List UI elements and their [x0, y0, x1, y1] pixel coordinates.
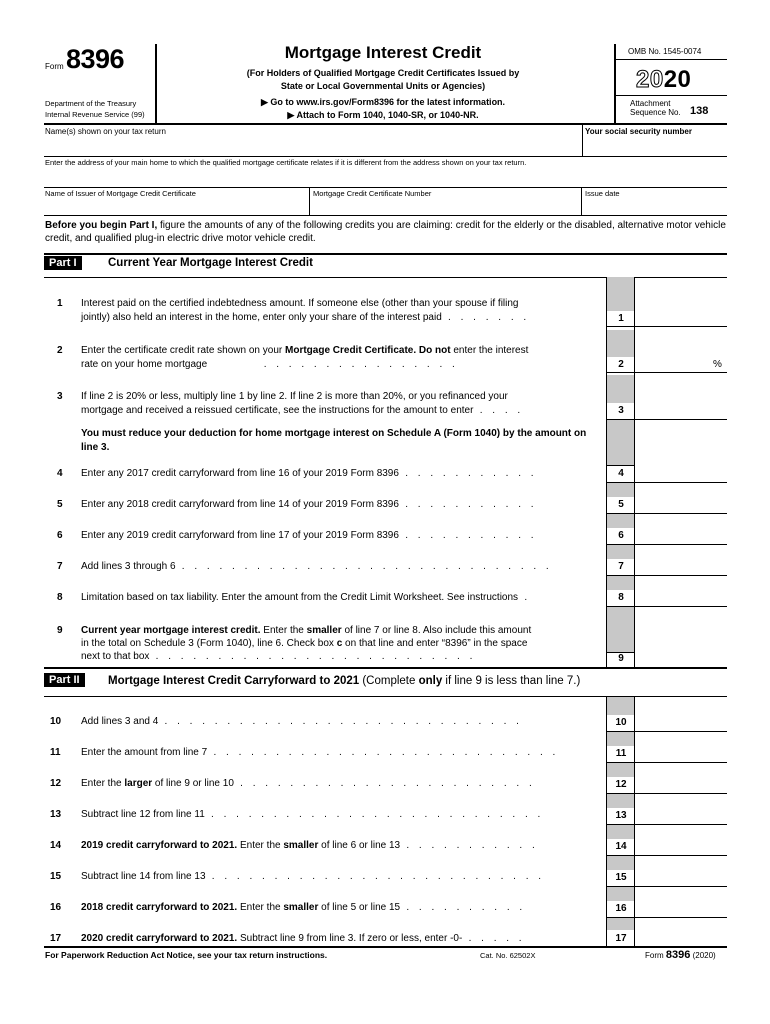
line6-text-main: Enter any 2019 credit carryforward from line 17 of your 2019 Form 8396 [81, 530, 399, 541]
line2-rate-field[interactable] [636, 357, 711, 372]
line8-text: Limitation based on tax liability. Enter the amount from the Credit Limit Worksheet. See instructions . [81, 592, 531, 603]
line5-number: 5 [57, 499, 63, 510]
line2-text-b: Mortgage Credit Certificate. [285, 345, 417, 356]
line15-box-label: 15 [615, 872, 627, 883]
part1-tag: Part I [44, 256, 82, 270]
line9-text-3: next to that box [81, 651, 150, 662]
line13-box-label: 13 [615, 810, 627, 821]
line13-text-main: Subtract line 12 from line 11 [81, 809, 205, 820]
line16-number: 16 [50, 902, 62, 913]
line2-percent-sign: % [713, 359, 722, 370]
line4-text-main: Enter any 2017 credit carryforward from line 16 of your 2019 Form 8396 [81, 468, 399, 479]
line17-bold: 2020 credit carryforward to 2021. [81, 933, 238, 944]
line11-amount-field[interactable] [636, 746, 726, 761]
footer-form-number: 8396 [665, 949, 691, 961]
line17-text: 2020 credit carryforward to 2021. Subtract line 9 from line 3. If zero or less, enter -0- . . . . . [81, 933, 526, 944]
line3-number: 3 [57, 391, 63, 402]
line16-amount-field[interactable] [636, 901, 726, 916]
catalog-number: Cat. No. 62502X [480, 951, 536, 960]
line2-text-2: rate on your home mortgage [81, 359, 208, 370]
department-line1: Department of the Treasury [45, 99, 137, 108]
line2-text-e: enter the interest [450, 345, 529, 356]
line10-text-main: Add lines 3 and 4 [81, 716, 159, 727]
line9-number: 9 [57, 625, 63, 636]
line15-number: 15 [50, 871, 62, 882]
tax-year-outline: 20 [636, 66, 664, 93]
part2-title [108, 675, 580, 687]
address-field[interactable] [45, 168, 725, 185]
department-line2: Internal Revenue Service (99) [45, 110, 145, 119]
part2-tag: Part II [44, 673, 85, 687]
form-title: Mortgage Interest Credit [284, 43, 482, 62]
line7-amount-field[interactable] [636, 559, 726, 574]
line11-number: 11 [50, 747, 61, 758]
part2-title-bold: Mortgage Interest Credit Carryforward to 2021 [108, 675, 360, 687]
issue-date-label: Issue date [585, 189, 620, 198]
line4-box-label: 4 [618, 468, 624, 479]
line6-amount-field[interactable] [636, 528, 726, 543]
line12-text-pre: Enter the [81, 778, 125, 789]
line2-number: 2 [57, 345, 63, 356]
line10-number: 10 [50, 716, 62, 727]
line12-number: 12 [50, 778, 62, 789]
form-subtitle-line2: State or Local Governmental Units or Agencies) [280, 81, 486, 91]
line7-box-label: 7 [618, 561, 624, 572]
line8-number: 8 [57, 592, 63, 603]
omb-number: OMB No. 1545-0074 [628, 47, 702, 56]
line1-amount-field[interactable] [636, 311, 726, 326]
line14-text-bold2: smaller [283, 840, 319, 851]
line13-text: Subtract line 12 from line 11 . . . . . . . . . . . . . . . . . . . . . . . . . . . [81, 809, 544, 820]
form-label: Form [45, 62, 64, 71]
line5-amount-field[interactable] [636, 497, 726, 512]
line15-text-main: Subtract line 14 from line 13 [81, 871, 206, 882]
names-label: Name(s) shown on your tax return [45, 127, 166, 136]
line9-bold: Current year mortgage interest credit. [81, 625, 261, 636]
line12-box-label: 12 [615, 779, 627, 790]
line2-box-label: 2 [618, 359, 624, 370]
goto-website-line: ▶ Go to www.irs.gov/Form8396 for the latest information. [260, 97, 506, 107]
line9-amount-field[interactable] [636, 651, 726, 666]
before-part1-bold: Before you begin Part I, [45, 220, 158, 231]
line10-box-label: 10 [615, 717, 627, 728]
line3-text: If line 2 is 20% or less, multiply line 1 by line 2. If line 2 is more than 20%, or you refinanced your mortgage and received a reissued certificate, see the instructions for the amount to enter . . . . [81, 390, 601, 418]
line5-text: Enter any 2018 credit carryforward from line 14 of your 2019 Form 8396 . . . . . . . . . . . [81, 499, 538, 510]
certificate-number-label: Mortgage Credit Certificate Number [313, 189, 432, 198]
issuer-field[interactable] [45, 199, 307, 213]
line1-number: 1 [57, 298, 63, 309]
line4-amount-field[interactable] [636, 466, 726, 481]
footer-form-word: Form [645, 951, 666, 960]
line9-text-2b: c [336, 638, 343, 649]
line16-text-pre: Enter the [237, 902, 284, 913]
footer-year: (2020) [690, 951, 716, 960]
attachment-label: Attachment [630, 99, 671, 108]
line12-text-post: of line 9 or line 10 [152, 778, 234, 789]
line7-text: Add lines 3 through 6 . . . . . . . . . . . . . . . . . . . . . . . . . . . . . . [81, 561, 553, 572]
line12-text-bold: larger [124, 778, 153, 789]
line11-text-main: Enter the amount from line 7 [81, 747, 208, 758]
line8-box-label: 8 [618, 592, 624, 603]
line11-text: Enter the amount from line 7 . . . . . . . . . . . . . . . . . . . . . . . . . . . . [81, 747, 559, 758]
line12-text: Enter the larger of line 9 or line 10 . . . . . . . . . . . . . . . . . . . . . . . . [81, 778, 536, 789]
line9-text: Current year mortgage interest credit. Enter the smaller of line 7 or line 8. Also include this amount in the total on Schedule 3 (Form 1040), line 6. Check box c on that line and enter “8396” in the space next to that box . . . . . . . . . . . . . . . . . . . . . . . . . . [81, 625, 532, 662]
address-label: Enter the address of your main home to which the qualified mortgage certificate relates if it is different from the address shown on your tax return. [45, 158, 527, 167]
line4-text: Enter any 2017 credit carryforward from line 16 of your 2019 Form 8396 . . . . . . . . . . . [81, 468, 538, 479]
line8-amount-field[interactable] [636, 590, 726, 605]
line16-text-bold2: smaller [283, 902, 319, 913]
line5-box-label: 5 [618, 499, 624, 510]
line14-box-label: 14 [615, 841, 627, 852]
line16-bold: 2018 credit carryforward to 2021. [81, 902, 238, 913]
line3-text-1: If line 2 is 20% or less, multiply line 1 by line 2. If line 2 is more than 20%, or you refinanced your [81, 391, 508, 402]
line1-text-1: Interest paid on the certified indebtedness amount. If someone else (other than your spouse if filing [81, 298, 519, 309]
line3-box-label: 3 [618, 405, 624, 416]
line15-amount-field[interactable] [636, 870, 726, 885]
line7-number: 7 [57, 561, 63, 572]
sequence-number: 138 [690, 105, 709, 117]
line14-text: 2019 credit carryforward to 2021. Enter the smaller of line 6 or line 13 . . . . . . . . . . . [81, 840, 539, 851]
line10-amount-field[interactable] [636, 715, 726, 730]
line9-text-a: Enter the [260, 625, 307, 636]
ssn-field[interactable] [585, 137, 725, 154]
footer-form-id [645, 949, 716, 961]
line2-text-d: Do not [418, 345, 451, 356]
line17-box-label: 17 [615, 933, 627, 944]
issuer-label: Name of Issuer of Mortgage Credit Certificate [45, 189, 196, 198]
part2-title-pre: (Complete [359, 675, 419, 687]
line9-text-c: of line 7 or line 8. Also include this amount [341, 625, 532, 636]
line17-number: 17 [50, 933, 62, 944]
line9-box-label: 9 [618, 653, 624, 664]
tax-year-bold: 20 [663, 66, 692, 93]
form-number: 8396 [66, 44, 125, 74]
line2-text-a: Enter the certificate credit rate shown on your [81, 345, 285, 356]
line14-text-post: of line 6 or line 13 [318, 840, 401, 851]
line1-text-2: jointly) also held an interest in the home, enter only your share of the interest paid [81, 312, 442, 323]
line1-text: Interest paid on the certified indebtedness amount. If someone else (other than your spouse if filing jointly) also held an interest in the home, enter only your share of the interest paid . . . . . . . [81, 297, 601, 325]
line15-text: Subtract line 14 from line 13 . . . . . . . . . . . . . . . . . . . . . . . . . . . [81, 871, 545, 882]
issue-date-field[interactable] [585, 199, 725, 213]
line16-box-label: 16 [615, 903, 627, 914]
line8-text-main: Limitation based on tax liability. Enter the amount from the Credit Limit Worksheet. See instructions [81, 592, 519, 603]
line4-number: 4 [57, 468, 63, 479]
line17-amount-field[interactable] [636, 931, 726, 945]
form-subtitle-line1: (For Holders of Qualified Mortgage Credit Certificates Issued by [246, 68, 520, 78]
line13-number: 13 [50, 809, 62, 820]
line3-note: You must reduce your deduction for home mortgage interest on Schedule A (Form 1040) by the amount on line 3. [81, 428, 587, 453]
certificate-number-field[interactable] [313, 199, 579, 213]
line9-text-2c: on that line and enter “8396” in the space [342, 638, 528, 649]
line10-text: Add lines 3 and 4 . . . . . . . . . . . . . . . . . . . . . . . . . . . . . [81, 716, 523, 727]
line12-amount-field[interactable] [636, 777, 726, 792]
part2-title-only: only [418, 675, 443, 687]
line11-box-label: 11 [615, 748, 627, 759]
part1-title: Current Year Mortgage Interest Credit [108, 257, 313, 269]
line3-text-2: mortgage and received a reissued certificate, see the instructions for the amount to enter [81, 405, 474, 416]
line1-box-label: 1 [618, 313, 624, 324]
attach-instruction: ▶ Attach to Form 1040, 1040-SR, or 1040-NR. [287, 110, 479, 120]
line6-box-label: 6 [618, 530, 624, 541]
before-part1-text: figure the amounts of any of the following credits you are claiming: credit for the elderly or the disabled, alternative motor vehicle credit, and qualified plug-in electric drive motor vehicle credit. [45, 220, 726, 244]
line2-text: Enter the certificate credit rate shown on your Mortgage Credit Certificate. Do not enter the interest rate on your home mortgage . . . . . . . . . . . . . . . . [81, 345, 529, 370]
line9-text-2a: in the total on Schedule 3 (Form 1040), line 6. Check box [81, 638, 337, 649]
paperwork-notice: For Paperwork Reduction Act Notice, see your tax return instructions. [45, 950, 328, 960]
ssn-label: Your social security number [585, 127, 692, 136]
line16-text: 2018 credit carryforward to 2021. Enter the smaller of line 5 or line 15 . . . . . . . . . . [81, 902, 526, 913]
line17-text-main: Subtract line 9 from line 3. If zero or less, enter -0- [237, 933, 463, 944]
sequence-label: Sequence No. [630, 108, 681, 117]
line3-amount-field[interactable] [636, 403, 726, 418]
part2-title-post: if line 9 is less than line 7.) [442, 675, 581, 687]
line14-amount-field[interactable] [636, 839, 726, 854]
line14-text-pre: Enter the [237, 840, 284, 851]
line6-text: Enter any 2019 credit carryforward from line 17 of your 2019 Form 8396 . . . . . . . . . . . [81, 530, 538, 541]
line9-text-b: smaller [306, 625, 342, 636]
line5-text-main: Enter any 2018 credit carryforward from line 14 of your 2019 Form 8396 [81, 499, 399, 510]
line14-bold: 2019 credit carryforward to 2021. [81, 840, 238, 851]
line14-number: 14 [50, 840, 62, 851]
before-part1-note [45, 219, 727, 245]
tax-year [636, 66, 691, 94]
line13-amount-field[interactable] [636, 808, 726, 823]
line7-text-main: Add lines 3 through 6 [81, 561, 176, 572]
line16-text-post: of line 5 or line 15 [318, 902, 401, 913]
line6-number: 6 [57, 530, 63, 541]
names-field[interactable] [45, 137, 581, 154]
